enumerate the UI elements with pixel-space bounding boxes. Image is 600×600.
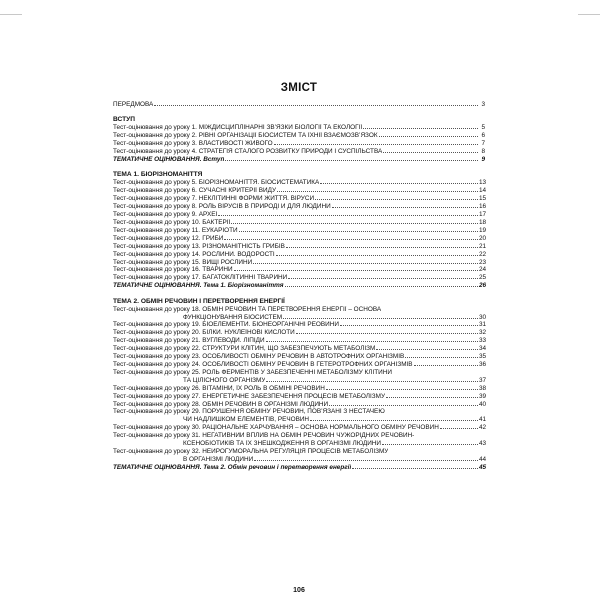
toc-entry-row: [113, 195, 485, 203]
dot-leader: [315, 199, 478, 200]
toc-entry-title: ВИЩІ РОСЛИНИ: [202, 258, 253, 266]
toc-entry-text: [113, 448, 388, 456]
toc-entry-page: 13: [479, 179, 487, 187]
toc-entry-prefix: Тест-оцінювання до уроку: [113, 211, 190, 219]
toc-entry-page: 38: [479, 384, 487, 392]
toc-entry-continuation-row: [113, 377, 485, 385]
dot-leader: [231, 223, 478, 224]
dot-leader: [254, 460, 478, 461]
toc-entry-title: НЕКЛІТИННІ ФОРМИ ЖИТТЯ. ВІРУСИ: [198, 195, 315, 203]
toc-entry-page: 20: [479, 234, 487, 242]
toc-entry-number: 8.: [191, 203, 197, 211]
toc-entry-title: ОСОБЛИВОСТІ ОБМІНУ РЕЧОВИН В АВТОТРОФНИХ ОРГАНІЗМІВ: [202, 353, 405, 361]
toc-entry-continuation-text: В ОРГАНІЗМІ ЛЮДИНИ: [183, 455, 254, 463]
section-heading: ТЕМА 2. ОБМІН РЕЧОВИН І ПЕРЕТВОРЕННЯ ЕНЕРГІЇ: [113, 297, 285, 305]
toc-entry-title: БАКТЕРІЇ: [202, 218, 231, 226]
toc-entry-text: [113, 345, 375, 353]
document-page: [113, 0, 485, 600]
toc-entry-text: [113, 369, 392, 377]
toc-entry-row: [113, 187, 485, 195]
toc-summary-page: 26: [479, 282, 487, 290]
toc-entry-prefix: Тест-оцінювання до уроку: [113, 392, 190, 400]
dot-leader: [320, 183, 478, 184]
toc-entry-prefix: Тест-оцінювання до уроку: [113, 140, 190, 148]
toc-entry-row: [113, 306, 485, 314]
toc-entry-number: 22.: [191, 345, 201, 353]
dot-leader: [363, 128, 478, 129]
toc-entry-prefix: Тест-оцінювання до уроку: [113, 148, 190, 156]
toc-entry-page: 40: [479, 400, 487, 408]
toc-entry-number: 31.: [191, 432, 201, 440]
toc-entry-text: [113, 203, 331, 211]
toc-entry-page: 37: [479, 376, 487, 384]
toc-summary-text: ТЕМАТИЧНЕ ОЦІНЮВАННЯ. Тема 2. Обмін речовин і перетворення енергії: [113, 463, 352, 471]
toc-entry-prefix: Тест-оцінювання до уроку: [113, 274, 190, 282]
toc-entry-prefix: Тест-оцінювання до уроку: [113, 321, 190, 329]
dot-leader: [383, 152, 478, 153]
toc-summary-text: ТЕМАТИЧНЕ ОЦІНЮВАННЯ. Тема 1. Біорізноманіття: [113, 282, 284, 290]
toc-entry-prefix: Тест-оцінювання до уроку: [113, 218, 190, 226]
toc-entry-prefix: Тест-оцінювання до уроку: [113, 400, 190, 408]
dot-leader: [224, 239, 478, 240]
toc-entry-text: [113, 124, 362, 132]
toc-entry-title: РАЦІОНАЛЬНЕ ХАРЧУВАННЯ – ОСНОВА НОРМАЛЬНОГО ОБМІНУ РЕЧОВИН: [202, 424, 439, 432]
toc-entry-row: [113, 393, 485, 401]
toc-entry-text: [113, 235, 223, 243]
toc-entry-row: [113, 219, 485, 227]
toc-entry-text: [113, 266, 233, 274]
toc-summary-text: ТЕМАТИЧНЕ ОЦІНЮВАННЯ. Вступ: [113, 156, 225, 164]
toc-entry-title: ВУГЛЕВОДИ. ЛІПІДИ: [202, 337, 265, 345]
toc-entry-number: 17.: [191, 274, 201, 282]
crop-mark-right: [578, 14, 600, 15]
page-number: 106: [293, 587, 305, 594]
dot-leader: [276, 255, 478, 256]
toc-entry-number: 30.: [191, 424, 201, 432]
toc-entry-row: [113, 211, 485, 219]
toc-entry-number: 12.: [191, 234, 201, 242]
toc-entry-title: АРХЕЇ: [198, 211, 218, 219]
toc-entry-row: [113, 424, 485, 432]
toc-entry-page: 7: [481, 140, 485, 148]
toc-entry-page: 41: [479, 416, 487, 424]
toc-entry-continuation-text: ТА ЦІЛІСНОГО ОРГАНІЗМУ: [183, 376, 266, 384]
toc-entry-title: ОБМІН РЕЧОВИН ТА ПЕРЕТВОРЕННЯ ЕНЕРГІЇ – ОСНОВА: [202, 305, 382, 313]
toc-entry-title: ГРИБИ: [202, 234, 224, 242]
toc-entry-prefix: Тест-оцінювання до уроку: [113, 353, 190, 361]
toc-entry-text: [113, 321, 339, 329]
toc-entry-number: 27.: [191, 392, 201, 400]
section-heading: ВСТУП: [113, 116, 135, 124]
toc-entry-row: [113, 179, 485, 187]
toc-entry-title: БІОЕЛЕМЕНТИ. БІОНЕОРГАНІЧНІ РЕОВИНИ: [202, 321, 339, 329]
toc-entry-continuation-row: [113, 440, 485, 448]
dot-leader: [253, 263, 478, 264]
toc-entry-title: НЕГАТИВНИЙ ВПЛИВ НА ОБМІН РЕЧОВИН ЧУЖОРІДНИХ РЕЧОВИН-: [202, 432, 415, 440]
toc-summary-row: [113, 156, 485, 164]
toc-entry-number: 2.: [191, 132, 197, 140]
toc-entry-page: 24: [479, 266, 487, 274]
toc-entry-prefix: Тест-оцінювання до уроку: [113, 432, 190, 440]
toc-entry-title: БІОРІЗНОМАНІТТЯ. БІОСИСТЕМАТИКА: [198, 179, 320, 187]
dot-leader: [352, 468, 478, 469]
toc-entry-number: 13.: [191, 242, 201, 250]
toc-entry-page: 34: [479, 345, 487, 353]
toc-entry-text: [113, 211, 217, 219]
toc-entry-text: [113, 306, 381, 314]
dot-leader: [225, 160, 478, 161]
toc-entry-number: 15.: [191, 258, 201, 266]
toc-entry-title: СУЧАСНІ КРИТЕРІЇ ВИДУ: [198, 187, 277, 195]
dot-leader: [277, 191, 478, 192]
toc-entry-row: [113, 266, 485, 274]
toc-entry-prefix: Тест-оцінювання до уроку: [113, 345, 190, 353]
toc-entry-number: 11.: [191, 226, 201, 234]
toc-entry-page: 30: [479, 313, 487, 321]
toc-entry-continuation: [113, 377, 265, 385]
toc-entry-number: 25.: [191, 368, 201, 376]
toc-entry-text: [113, 361, 413, 369]
toc-entry-title: РОСЛИНИ. ВОДОРОСТІ: [202, 250, 275, 258]
toc-entry-continuation: [113, 456, 253, 464]
toc-entry-page: 21: [479, 242, 487, 250]
toc-entry-number: 7.: [191, 195, 197, 203]
toc-entry-prefix: Тест-оцінювання до уроку: [113, 329, 190, 337]
dot-leader: [440, 428, 478, 429]
toc-entry-title: ОСОБЛИВОСТІ ОБМІНУ РЕЧОВИН В ГЕТЕРОТРОФНИХ ОРГАНІЗМІВ: [202, 360, 413, 368]
toc-entry-prefix: Тест-оцінювання до уроку: [113, 447, 190, 455]
toc-entry-title: ЕУКАРІОТИ: [201, 226, 238, 234]
toc-entry-prefix: Тест-оцінювання до уроку: [113, 124, 190, 132]
toc-entry-prefix: Тест-оцінювання до уроку: [113, 226, 190, 234]
toc-entry-prefix: Тест-оцінювання до уроку: [113, 203, 190, 211]
toc-entry-number: 1.: [191, 124, 197, 132]
toc-entry-title: ТВАРИНИ: [202, 266, 233, 274]
toc-entry-text: [113, 187, 276, 195]
toc-entry-title: МІЖДИСЦИПЛІНАРНІ ЗВ’ЯЗКИ БІОЛОГІЇ ТА ЕКОЛОГІЇ: [198, 124, 363, 132]
toc-entry-prefix: Тест-оцінювання до уроку: [113, 187, 190, 195]
dot-leader: [379, 136, 478, 137]
toc-entry-continuation: [113, 440, 381, 448]
toc-entry-number: 5.: [191, 179, 197, 187]
dot-leader: [296, 333, 478, 334]
toc-entry-row: [113, 259, 485, 267]
toc-entry-number: 26.: [191, 384, 201, 392]
toc-entry-title: ЕНЕРГЕТИЧНЕ ЗАБЕЗПЕЧЕННЯ ПРОЦЕСІВ МЕТАБОЛІЗМУ: [202, 392, 386, 400]
toc-entry-title: ВЛАСТИВОСТІ ЖИВОГО: [198, 140, 273, 148]
toc-entry-title: РІЗНОМАНІТНІСТЬ ГРИБІВ: [202, 242, 285, 250]
dot-leader: [283, 318, 478, 319]
toc-entry-prefix: Тест-оцінювання до уроку: [113, 266, 190, 274]
toc-entry-text: [113, 179, 319, 187]
dot-leader: [340, 325, 478, 326]
toc-entry-page: 8: [481, 148, 485, 156]
toc-entry-text: [113, 243, 285, 251]
toc-entry-text: [113, 251, 275, 259]
toc-entry-row: [113, 408, 485, 416]
toc-entry-page: 25: [479, 274, 487, 282]
toc-entry-continuation: [113, 314, 282, 322]
toc-entry-text: [113, 195, 314, 203]
toc-entry-title: РІВНІ ОРГАНІЗАЦІЇ БІОСИСТЕМ ТА ЇХНІЇ ВЗАЄМОЗВ’ЯЗОК: [198, 132, 378, 140]
toc-entry-text: [113, 259, 252, 267]
toc-entry-number: 23.: [191, 353, 201, 361]
toc-entry-prefix: Тест-оцінювання до уроку: [113, 408, 190, 416]
dot-leader: [405, 357, 478, 358]
crop-mark-left: [0, 14, 22, 15]
toc-entry-title: РОЛЬ ВІРУСІВ В ПРИРОДІ Й ДЛЯ ЛЮДИНИ: [198, 203, 331, 211]
dot-leader: [286, 247, 478, 248]
toc-entry-page: 36: [479, 360, 487, 368]
toc-entry-number: 28.: [191, 400, 201, 408]
toc-entry-page: 5: [481, 124, 485, 132]
toc-entry-number: 10.: [191, 218, 201, 226]
toc-entry-row: [113, 353, 485, 361]
toc-entry-page: 42: [479, 424, 487, 432]
toc-entry-prefix: Тест-оцінювання до уроку: [113, 258, 190, 266]
toc-entry-row: [113, 235, 485, 243]
toc-entry-text: [113, 227, 238, 235]
toc-entry-text: [113, 148, 382, 156]
toc-entry-continuation-text: ЧИ НАДЛИШКОМ ЕЛЕМЕНТІВ, РЕЧОВИН: [183, 416, 310, 424]
toc-entry-number: 21.: [191, 337, 201, 345]
toc-entry-prefix: Тест-оцінювання до уроку: [113, 242, 190, 250]
toc-entry-page: 35: [479, 353, 487, 361]
toc-intro-row: [113, 101, 485, 109]
toc-entry-continuation-row: [113, 456, 485, 464]
dot-leader: [329, 405, 478, 406]
toc-entry-title: БІЛКИ. НУКЛЕЇНОВІ КИСЛОТИ: [202, 329, 295, 337]
toc-entry-row: [113, 321, 485, 329]
toc-entry-number: 16.: [191, 266, 201, 274]
toc-summary-page: 9: [481, 156, 485, 164]
dot-leader: [218, 215, 478, 216]
toc-entry-text: [113, 132, 378, 140]
toc-entry-page: 14: [479, 187, 487, 195]
toc-entry-row: [113, 148, 485, 156]
toc-entry-row: [113, 345, 485, 353]
toc-entry-page: 43: [479, 440, 487, 448]
dot-leader: [266, 341, 478, 342]
toc-entry-prefix: Тест-оцінювання до уроку: [113, 368, 190, 376]
toc-entry-row: [113, 140, 485, 148]
dot-leader: [266, 381, 478, 382]
toc-intro-label: ПЕРЕДМОВА: [113, 101, 154, 108]
toc-entry-page: 16: [479, 203, 487, 211]
toc-entry-continuation-text: КСЕНОБІОТИКІВ ТА ЇХ ЗНЕШКОДЖЕННЯ В ОРГАНІЗМІ ЛЮДИНИ: [183, 440, 382, 448]
toc-entry-row: [113, 124, 485, 132]
toc-entry-number: 29.: [191, 408, 201, 416]
toc-entry-continuation: [113, 416, 309, 424]
toc-entry-prefix: Тест-оцінювання до уроку: [113, 250, 190, 258]
table-of-contents: [113, 101, 485, 472]
toc-entry-page: 23: [479, 258, 487, 266]
dot-leader: [285, 286, 478, 287]
toc-entry-title: НЕЙРОГУМОРАЛЬНА РЕГУЛЯЦІЯ ПРОЦЕСІВ МЕТАБОЛІЗМУ: [202, 447, 389, 455]
toc-entry-page: 31: [479, 321, 487, 329]
toc-entry-title: ОБМІН РЕЧОВИН В ОРГАНІЗМІ ЛЮДИНИ: [202, 400, 329, 408]
dot-leader: [274, 144, 478, 145]
toc-entry-row: [113, 361, 485, 369]
toc-entry-text: [113, 401, 328, 409]
toc-entry-row: [113, 401, 485, 409]
dot-leader: [414, 365, 478, 366]
toc-entry-title: СТРУКТУРИ КЛІТИН, ЩО ЗАБЕЗПЕЧУЮТЬ МЕТАБОЛІЗМ: [202, 345, 376, 353]
toc-entry-number: 4.: [191, 148, 197, 156]
toc-entry-row: [113, 203, 485, 211]
dot-leader: [326, 389, 478, 390]
toc-entry-number: 18.: [191, 305, 201, 313]
toc-entry-prefix: Тест-оцінювання до уроку: [113, 424, 190, 432]
toc-entry-number: 9.: [191, 211, 197, 219]
toc-entry-prefix: Тест-оцінювання до уроку: [113, 234, 190, 242]
toc-entry-text: [113, 424, 439, 432]
toc-entry-prefix: Тест-оцінювання до уроку: [113, 384, 190, 392]
toc-entry-text: [113, 353, 404, 361]
toc-entry-page: 32: [479, 329, 487, 337]
toc-entry-text: [113, 385, 325, 393]
toc-entry-row: [113, 274, 485, 282]
dot-leader: [382, 444, 478, 445]
toc-entry-title: РОЛЬ ФЕРМЕНТІВ У ЗАБЕЗПЕЧЕННІ МЕТАБОЛІЗМУ КЛІТИНИ: [202, 368, 392, 376]
toc-entry-continuation-row: [113, 416, 485, 424]
toc-entry-number: 20.: [191, 329, 201, 337]
dot-leader: [310, 420, 478, 421]
dot-leader: [288, 278, 478, 279]
toc-entry-prefix: Тест-оцінювання до уроку: [113, 132, 190, 140]
dot-leader: [154, 105, 478, 106]
toc-entry-number: 6.: [191, 187, 197, 195]
toc-entry-title: СТРАТЕГІЯ СТАЛОГО РОЗВИТКУ ПРИРОДИ І СУСПІЛЬСТВА: [198, 148, 383, 156]
dot-leader: [239, 231, 478, 232]
toc-entry-text: [113, 432, 414, 440]
toc-entry-row: [113, 337, 485, 345]
toc-entry-number: 3.: [191, 140, 197, 148]
toc-entry-title: ВІТАМІНИ, ЇХ РОЛЬ В ОБМІНІ РЕЧОВИН: [202, 384, 325, 392]
toc-entry-page: 33: [479, 337, 487, 345]
toc-entry-row: [113, 132, 485, 140]
dot-leader: [332, 207, 478, 208]
page-title: ЗМІСТ: [280, 82, 318, 94]
toc-entry-continuation-row: [113, 314, 485, 322]
toc-entry-page: 6: [481, 132, 485, 140]
toc-entry-row: [113, 227, 485, 235]
section-heading: ТЕМА 1. БІОРІЗНОМАНІТТЯ: [113, 171, 203, 179]
toc-entry-row: [113, 369, 485, 377]
dot-leader: [234, 270, 478, 271]
toc-intro-page: 3: [481, 101, 485, 108]
dot-leader: [376, 349, 478, 350]
toc-entry-text: [113, 329, 295, 337]
toc-entry-title: ПОРУШЕННЯ ОБМІНУ РЕЧОВИН, ПОВ’ЯЗАНІ З НЕСТАЧЕЮ: [202, 408, 385, 416]
toc-entry-title: БАГАТОКЛІТИННІ ТВАРИНИ: [202, 274, 288, 282]
toc-entry-continuation-text: ФУНКЦІОНУВАННЯ БІОСИСТЕМ: [183, 313, 283, 321]
toc-entry-number: 32.: [191, 447, 201, 455]
toc-entry-row: [113, 448, 485, 456]
toc-entry-page: 44: [479, 455, 487, 463]
toc-summary-row: [113, 282, 485, 290]
toc-entry-row: [113, 432, 485, 440]
toc-entry-prefix: Тест-оцінювання до уроку: [113, 195, 190, 203]
toc-entry-page: 39: [479, 392, 487, 400]
toc-entry-row: [113, 251, 485, 259]
toc-entry-page: 18: [479, 218, 487, 226]
toc-entry-page: 19: [479, 226, 487, 234]
toc-entry-number: 14.: [191, 250, 201, 258]
toc-entry-text: [113, 274, 287, 282]
toc-entry-text: [113, 408, 385, 416]
toc-entry-text: [113, 393, 385, 401]
toc-entry-number: 24.: [191, 360, 201, 368]
toc-entry-text: [113, 140, 273, 148]
toc-entry-row: [113, 243, 485, 251]
toc-entry-row: [113, 329, 485, 337]
toc-entry-prefix: Тест-оцінювання до уроку: [113, 337, 190, 345]
toc-entry-prefix: Тест-оцінювання до уроку: [113, 360, 190, 368]
toc-entry-prefix: Тест-оцінювання до уроку: [113, 305, 190, 313]
toc-entry-page: 17: [479, 211, 487, 219]
toc-summary-row: [113, 464, 485, 472]
toc-entry-text: [113, 219, 230, 227]
toc-entry-page: 15: [479, 195, 487, 203]
toc-entry-page: 22: [479, 250, 487, 258]
toc-entry-prefix: Тест-оцінювання до уроку: [113, 179, 190, 187]
toc-entry-row: [113, 385, 485, 393]
toc-entry-text: [113, 337, 265, 345]
toc-entry-number: 19.: [191, 321, 201, 329]
dot-leader: [386, 397, 478, 398]
toc-summary-page: 45: [479, 463, 487, 471]
